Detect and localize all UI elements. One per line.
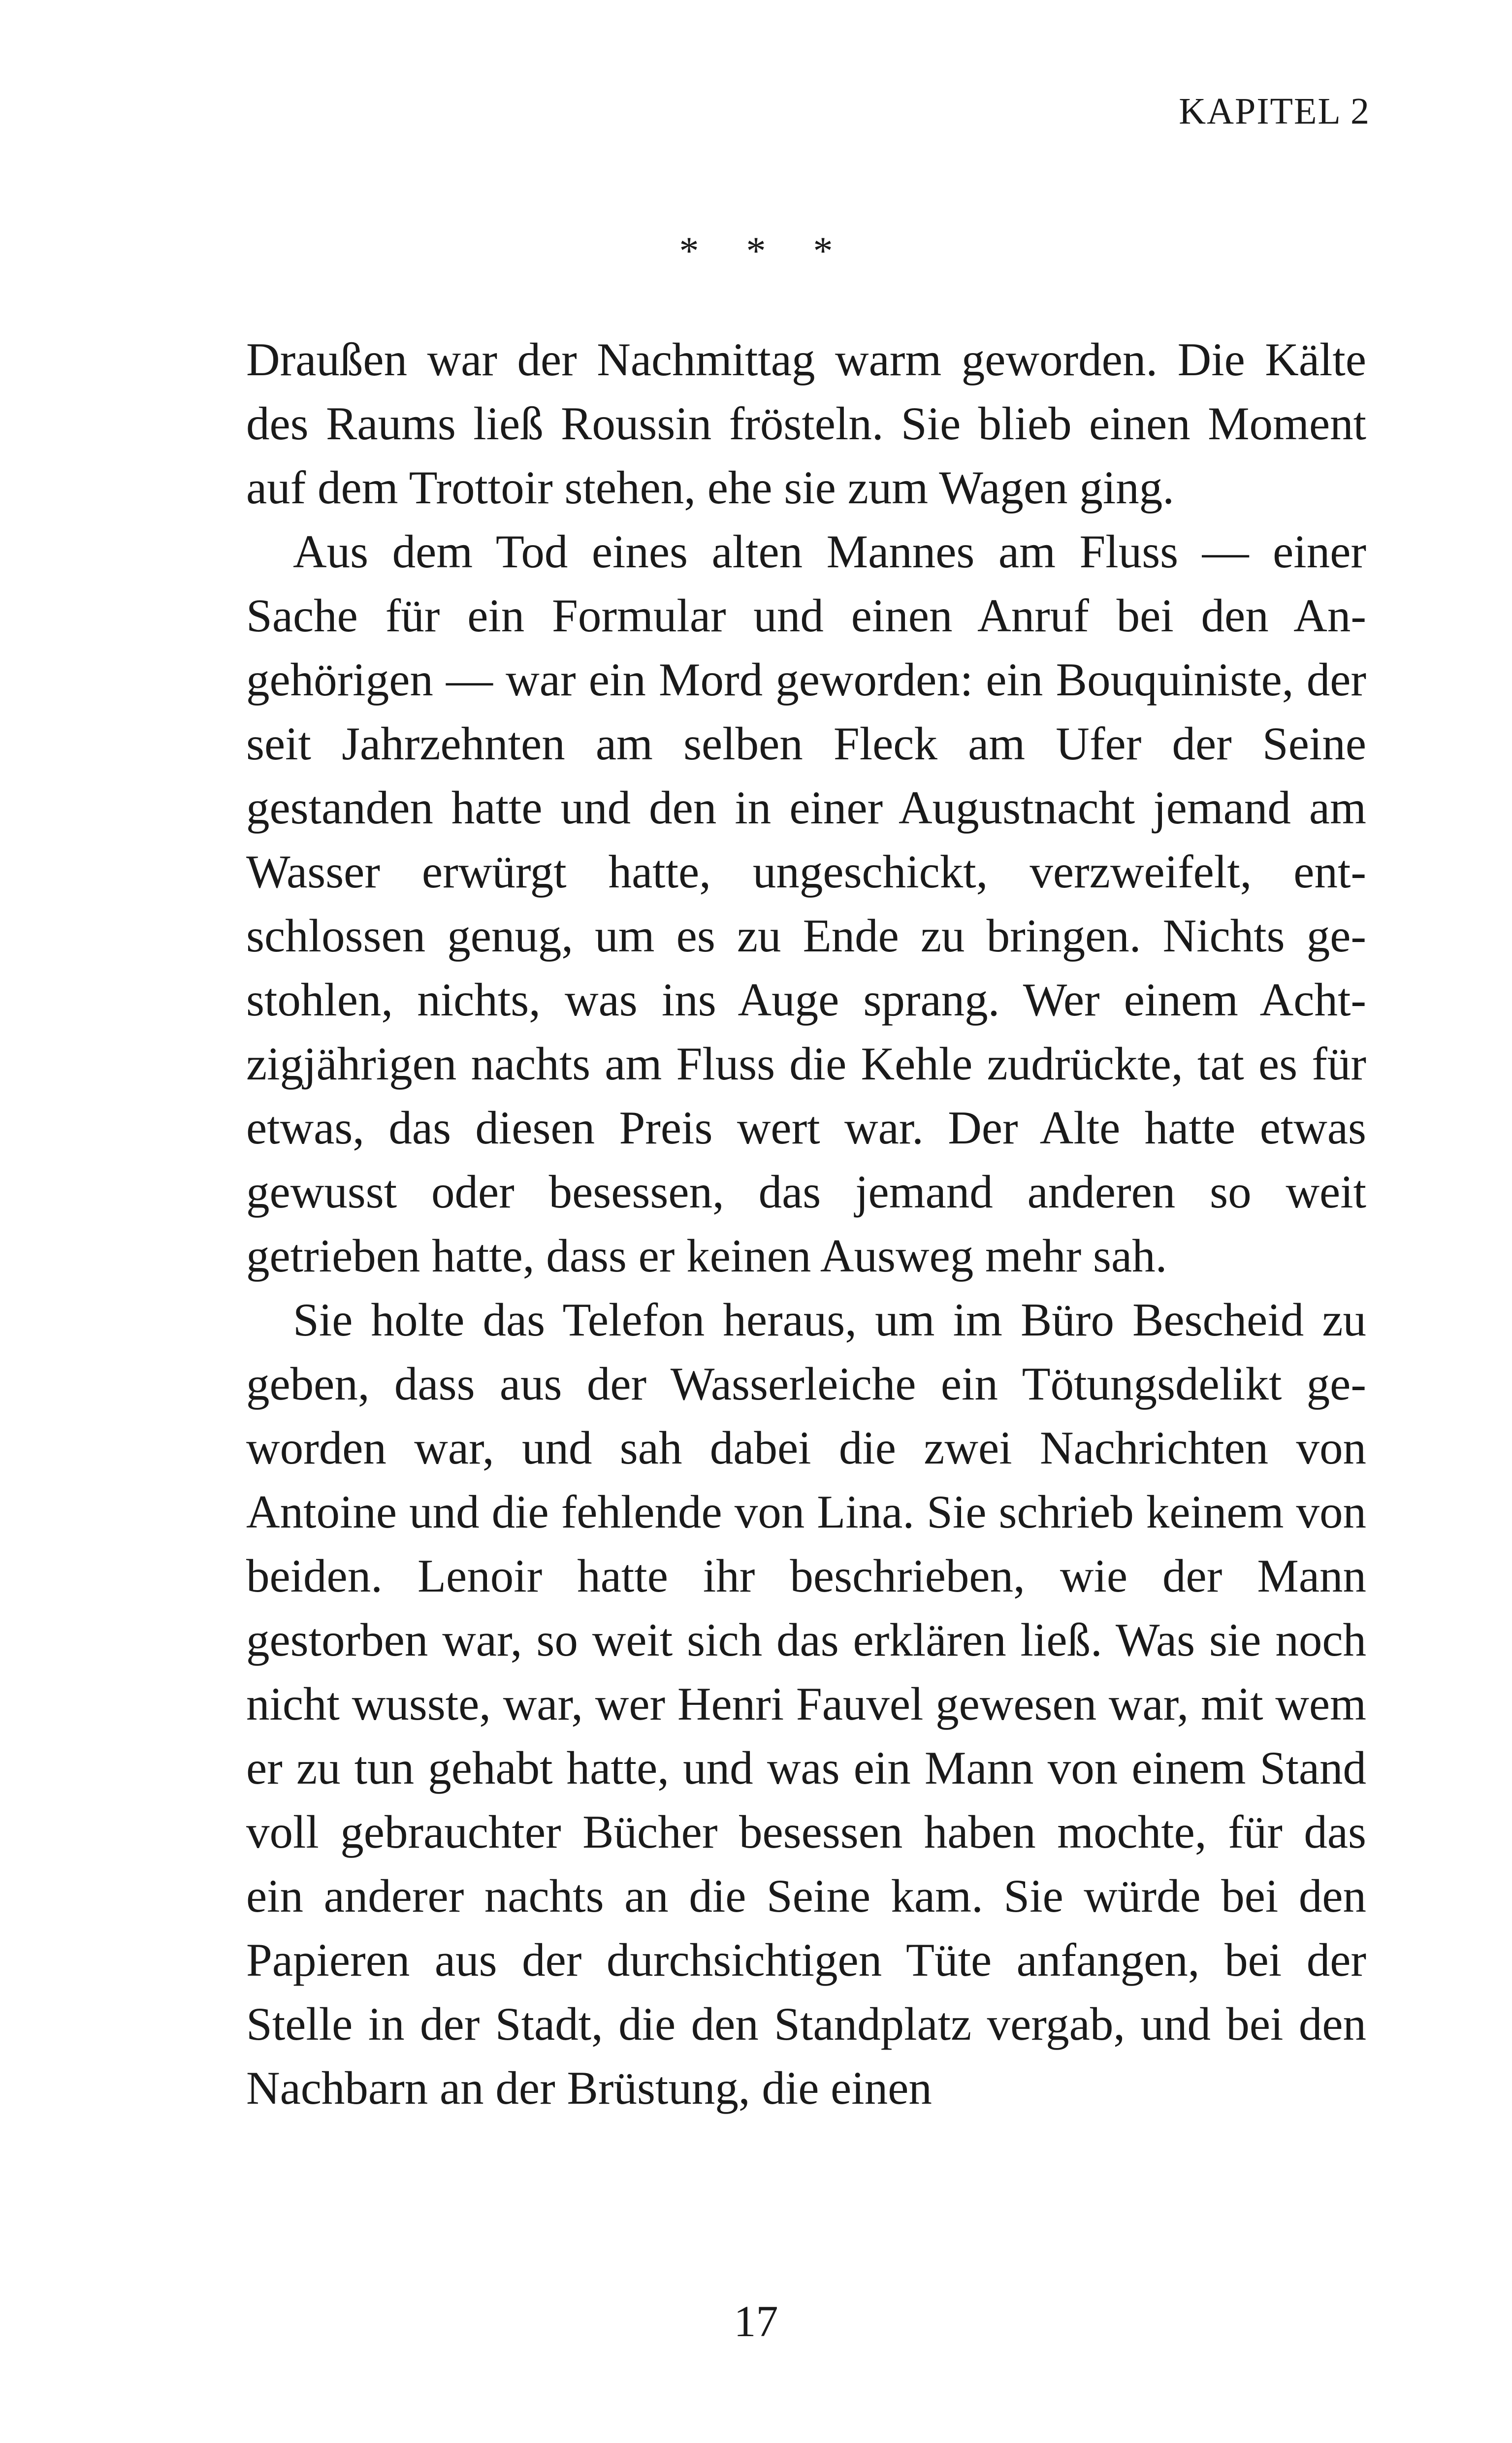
scene-break-asterisks <box>0 231 1512 271</box>
asterisk: * <box>679 229 699 273</box>
asterisk: * <box>746 229 766 273</box>
asterisk: * <box>813 229 833 273</box>
paragraph: Sie holte das Telefon heraus, um im Büro Bescheid zu geben, dass aus der Wasserleiche ein Tötungsdelikt geworden war, und sah dabei die zwei Nachrichten von Antoine und die fehlende von Lina. Sie schrieb keinem von beiden. Lenoir hatte ihr beschrieben, wie der Mann gestorben war, so weit sich das erklären ließ. Was sie noch nicht wusste, war, wer Henri Fauvel gewesen war, mit wem er zu tun gehabt hatte, und was ein Mann von einem Stand voll gebrauchter Bücher besessen haben mochte, für das ein anderer nachts an die Seine kam. Sie würde bei den Papieren aus der durchsichtigen Tüte anfangen, bei der Stelle in der Stadt, die den Standplatz vergab, und bei den Nachbarn an der Brüstung, die einen <box>246 1294 1366 2114</box>
paragraph: Aus dem Tod eines alten Mannes am Fluss — einer Sache für ein Formular und einen Anruf bei den Angehörigen — war ein Mord geworden: ein Bouquiniste, der seit Jahrzehnten am selben Fleck am Ufer der Seine gestanden hatte und den in einer Augustnacht jemand am Wasser erwürgt hatte, ungeschickt, verzweifelt, entschlossen genug, um es zu Ende zu bringen. Nichts gestohlen, nichts, was ins Auge sprang. Wer einem Achtzigjährigen nachts am Fluss die Kehle zudrückte, tat es für etwas, das diesen Preis wert war. Der Alte hatte etwas gewusst oder besessen, das jemand anderen so weit getrieben hatte, dass er keinen Ausweg mehr sah. <box>246 525 1366 1282</box>
page-number: 17 <box>734 2297 778 2346</box>
running-header-chapter: KAPITEL 2 <box>1179 91 1370 132</box>
body-text <box>246 327 1366 2120</box>
paragraph: Draußen war der Nachmittag warm geworden. Die Kälte des Raums ließ Roussin frösteln. Sie blieb einen Moment auf dem Trottoir stehen, ehe sie zum Wagen ging. <box>246 333 1366 514</box>
